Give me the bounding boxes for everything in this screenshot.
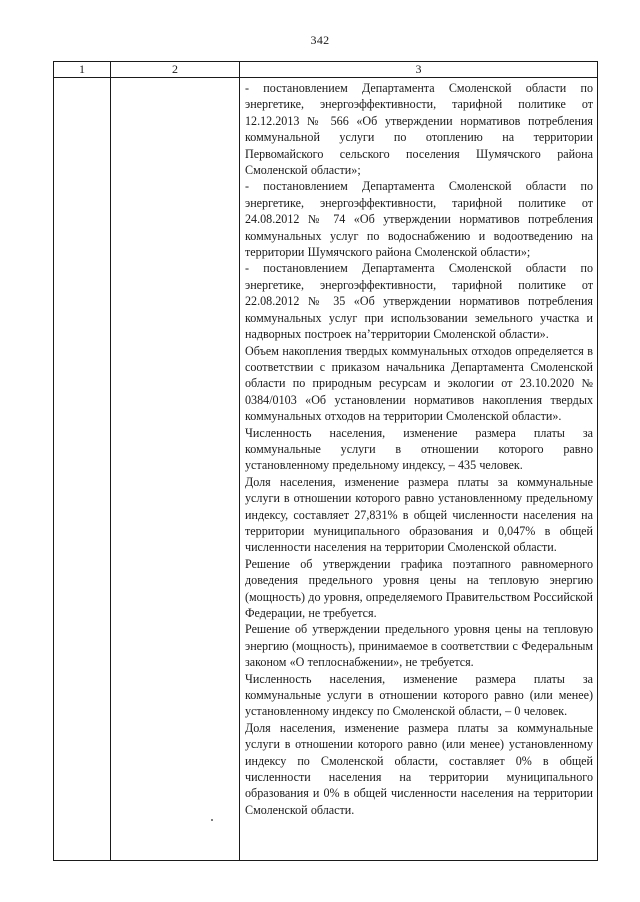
cell-content (240, 78, 597, 818)
document-table (53, 61, 598, 861)
paragraph-resolution-74: - постановлением Департамента Смоленской области по энергетике, энергоэффективности, тарифной политике от 24.08.2012 № 74 «Об утверждении нормативов потребления коммунальных услуг по водоснабжению и водоотведению на территории Шумячского района Смоленской области»; (245, 179, 593, 260)
column-header-3: 3 (240, 62, 598, 78)
paragraph-population-share-regional: Доля населения, изменение размера платы за коммунальные услуги в отношении которого равно (или менее) установленному индексу по Смоленской области, составляет 0% в общей численности населения на территории муниципального образования и 0% в общей численности населения на территории Смоленской области. (245, 720, 593, 817)
scan-speck (211, 819, 213, 821)
paragraph-price-decision: Решение об утверждении предельного уровня цены на тепловую энергию (мощность), принимаемое в соответствии с Федеральным законом «О теплоснабжении», не требуется. (245, 622, 593, 670)
cell-column-1 (54, 78, 111, 861)
paragraph-population-share-limit: Доля населения, изменение размера платы за коммунальные услуги в отношении которого равно установленному предельному индексу, составляет 27,831% в общей численности населения на территории муниципального образования и 0,047% в общей численности населения на территории Смоленской области. (245, 474, 593, 555)
cell-column-3 (240, 78, 598, 861)
table-header-row (54, 62, 598, 78)
column-header-1: 1 (54, 62, 111, 78)
table-row (54, 78, 598, 861)
cell-column-2 (111, 78, 240, 861)
paragraph-waste-volume: Объем накопления твердых коммунальных отходов определяется в соответствии с приказом начальника Департамента Смоленской области по природным ресурсам и экологии от 23.10.2020 № 0384/0103 «Об установлении нормативов накопления твердых коммунальных отходов на территории Смоленской области». (245, 343, 593, 424)
paragraph-schedule-decision: Решение об утверждении графика поэтапного равномерного доведения предельного уровня цены на тепловую энергию (мощность) до уровня, определяемого Правительством Российской Федерации, не требуется. (245, 556, 593, 620)
column-header-2: 2 (111, 62, 240, 78)
paragraph-resolution-566: - постановлением Департамента Смоленской области по энергетике, энергоэффективности, тарифной политике от 12.12.2013 № 566 «Об утверждении нормативов потребления коммунальной услуги по отоплению на территории Первомайского сельского поселения Шумячского района Смоленской области»; (245, 81, 593, 178)
paragraph-population-count-limit: Численность населения, изменение размера платы за коммунальные услуги в отношении которого равно установленному предельному индексу, – 435 человек. (245, 425, 593, 473)
paragraph-population-count-regional: Численность населения, изменение размера платы за коммунальные услуги в отношении которого равно (или менее) установленному индексу по Смоленской области, – 0 человек. (245, 671, 593, 719)
paragraph-resolution-35: - постановлением Департамента Смоленской области по энергетике, энергоэффективности, тарифной политике от 22.08.2012 № 35 «Об утверждении нормативов потребления коммунальных услуг при использовании земельного участка и надворных построек на’территории Смоленской области». (245, 261, 593, 342)
page-number: 342 (310, 33, 330, 47)
